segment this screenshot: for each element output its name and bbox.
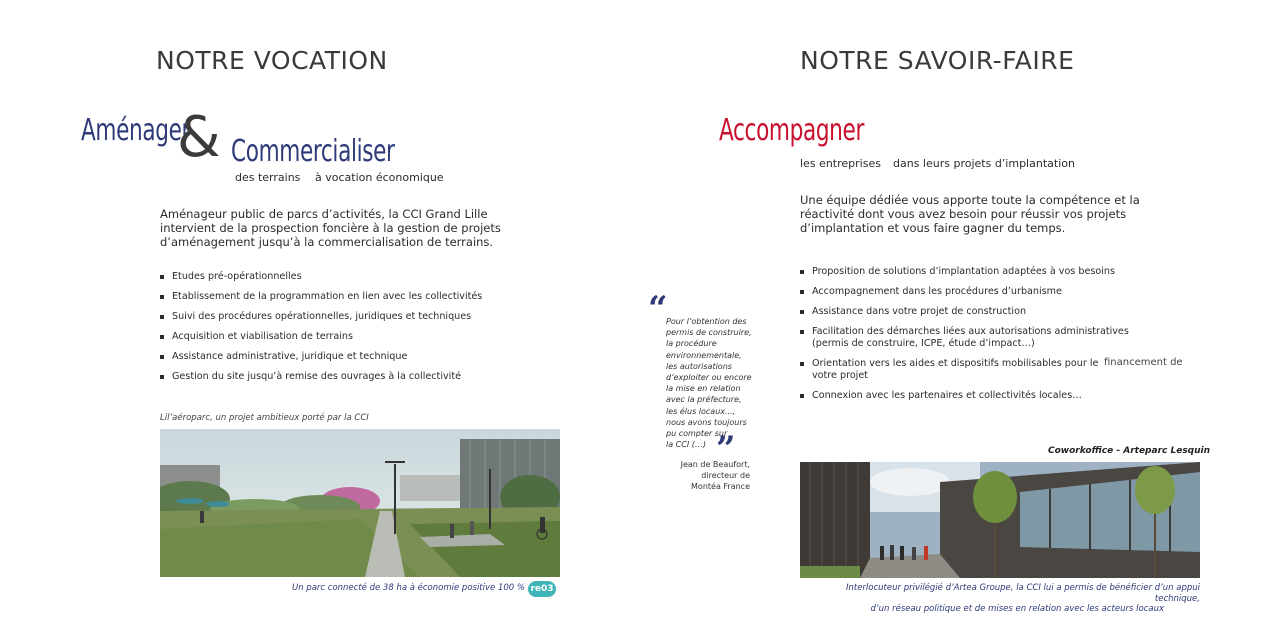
savoir-faire-paragraph: Une équipe dédiée vous apporte toute la compétence et la réactivité dont vous avez besoin pour réussir vos projets d’implantation et vous faire gagner du temps. xyxy=(800,193,1140,235)
subheading-projets: dans leurs projets d’implantation xyxy=(893,157,1075,170)
intro-paragraph: Aménageur public de parcs d’activités, la CCI Grand Lille intervient de la prospection foncière à la gestion de projets d’aménagement jusqu’à la commercialisation de terrains. xyxy=(160,207,501,249)
list-item-continuation: votre projet xyxy=(812,370,869,381)
vocation-list xyxy=(160,271,520,383)
list-item: Gestion du site jusqu’à remise des ouvrages à la collectivité xyxy=(160,371,520,383)
list-item: Acquisition et viabilisation de terrains xyxy=(160,331,520,343)
list-item: Assistance administrative, juridique et technique xyxy=(160,351,520,363)
page-title-vocation: NOTRE VOCATION xyxy=(156,46,388,75)
image-caption-aeroparc: Lil’aéroparc, un projet ambitieux porté par la CCI xyxy=(160,413,369,423)
list-item: Etablissement de la programmation en lien avec les collectivités xyxy=(160,291,520,303)
testimonial-quote: Pour l’obtention des permis de construire, la procédure environnementale, les autorisations d’exploiter ou encore la mise en relation avec la préfecture, les élus locaux..., nous avons toujours pu compter sur la CCI (…) xyxy=(666,317,752,450)
park-bottom-caption: Un parc connecté de 38 ha à économie positive 100 % xyxy=(292,583,525,593)
list-item: Orientation vers les aides et dispositifs mobilisables pour le xyxy=(800,358,1145,370)
subheading-entreprises: les entreprises xyxy=(800,157,881,170)
financement-label: financement de xyxy=(1104,357,1183,368)
subheading-terrains: des terrains xyxy=(235,171,301,184)
subheading-vocation: à vocation économique xyxy=(315,171,444,184)
coworkoffice-building-image xyxy=(800,462,1200,578)
list-item: Suivi des procédures opérationnelles, juridiques et techniques xyxy=(160,311,520,323)
heading-accompagner: Accompagner xyxy=(719,113,864,148)
savoir-faire-list xyxy=(800,266,1145,402)
list-item: Facilitation des démarches liées aux autorisations administratives (permis de construire, ICPE, étude d’impact…) xyxy=(800,326,1145,350)
list-item: Proposition de solutions d’implantation adaptées à vos besoins xyxy=(800,266,1145,278)
list-item: Etudes pré-opérationnelles xyxy=(160,271,520,283)
page-title-savoir-faire: NOTRE SAVOIR-FAIRE xyxy=(800,46,1075,75)
coworkoffice-bottom-caption: Interlocuteur privilégié d’Artea Groupe, la CCI lui a permis de bénéficier d’un appui technique, d’un réseau politique et de mises en relation avec les acteurs locaux xyxy=(845,583,1200,614)
list-item: Assistance dans votre projet de construction xyxy=(800,306,1145,318)
park-rendering-image xyxy=(160,429,560,577)
list-item: Accompagnement dans les procédures d’urbanisme xyxy=(800,286,1145,298)
image-caption-coworkoffice: Coworkoffice - Arteparc Lesquin xyxy=(1048,446,1211,456)
close-quote-icon: ” xyxy=(716,429,736,469)
heading-commercialiser: Commercialiser xyxy=(231,134,395,169)
re03-logo-badge: re03 xyxy=(528,581,556,597)
quote-author: Jean de Beaufort, directeur de Montéa France xyxy=(680,460,750,491)
list-item: Connexion avec les partenaires et collectivités locales… xyxy=(800,390,1145,402)
ampersand: & xyxy=(177,105,221,170)
heading-amenager: Aménager xyxy=(81,113,191,148)
open-quote-icon: “ xyxy=(648,289,668,329)
